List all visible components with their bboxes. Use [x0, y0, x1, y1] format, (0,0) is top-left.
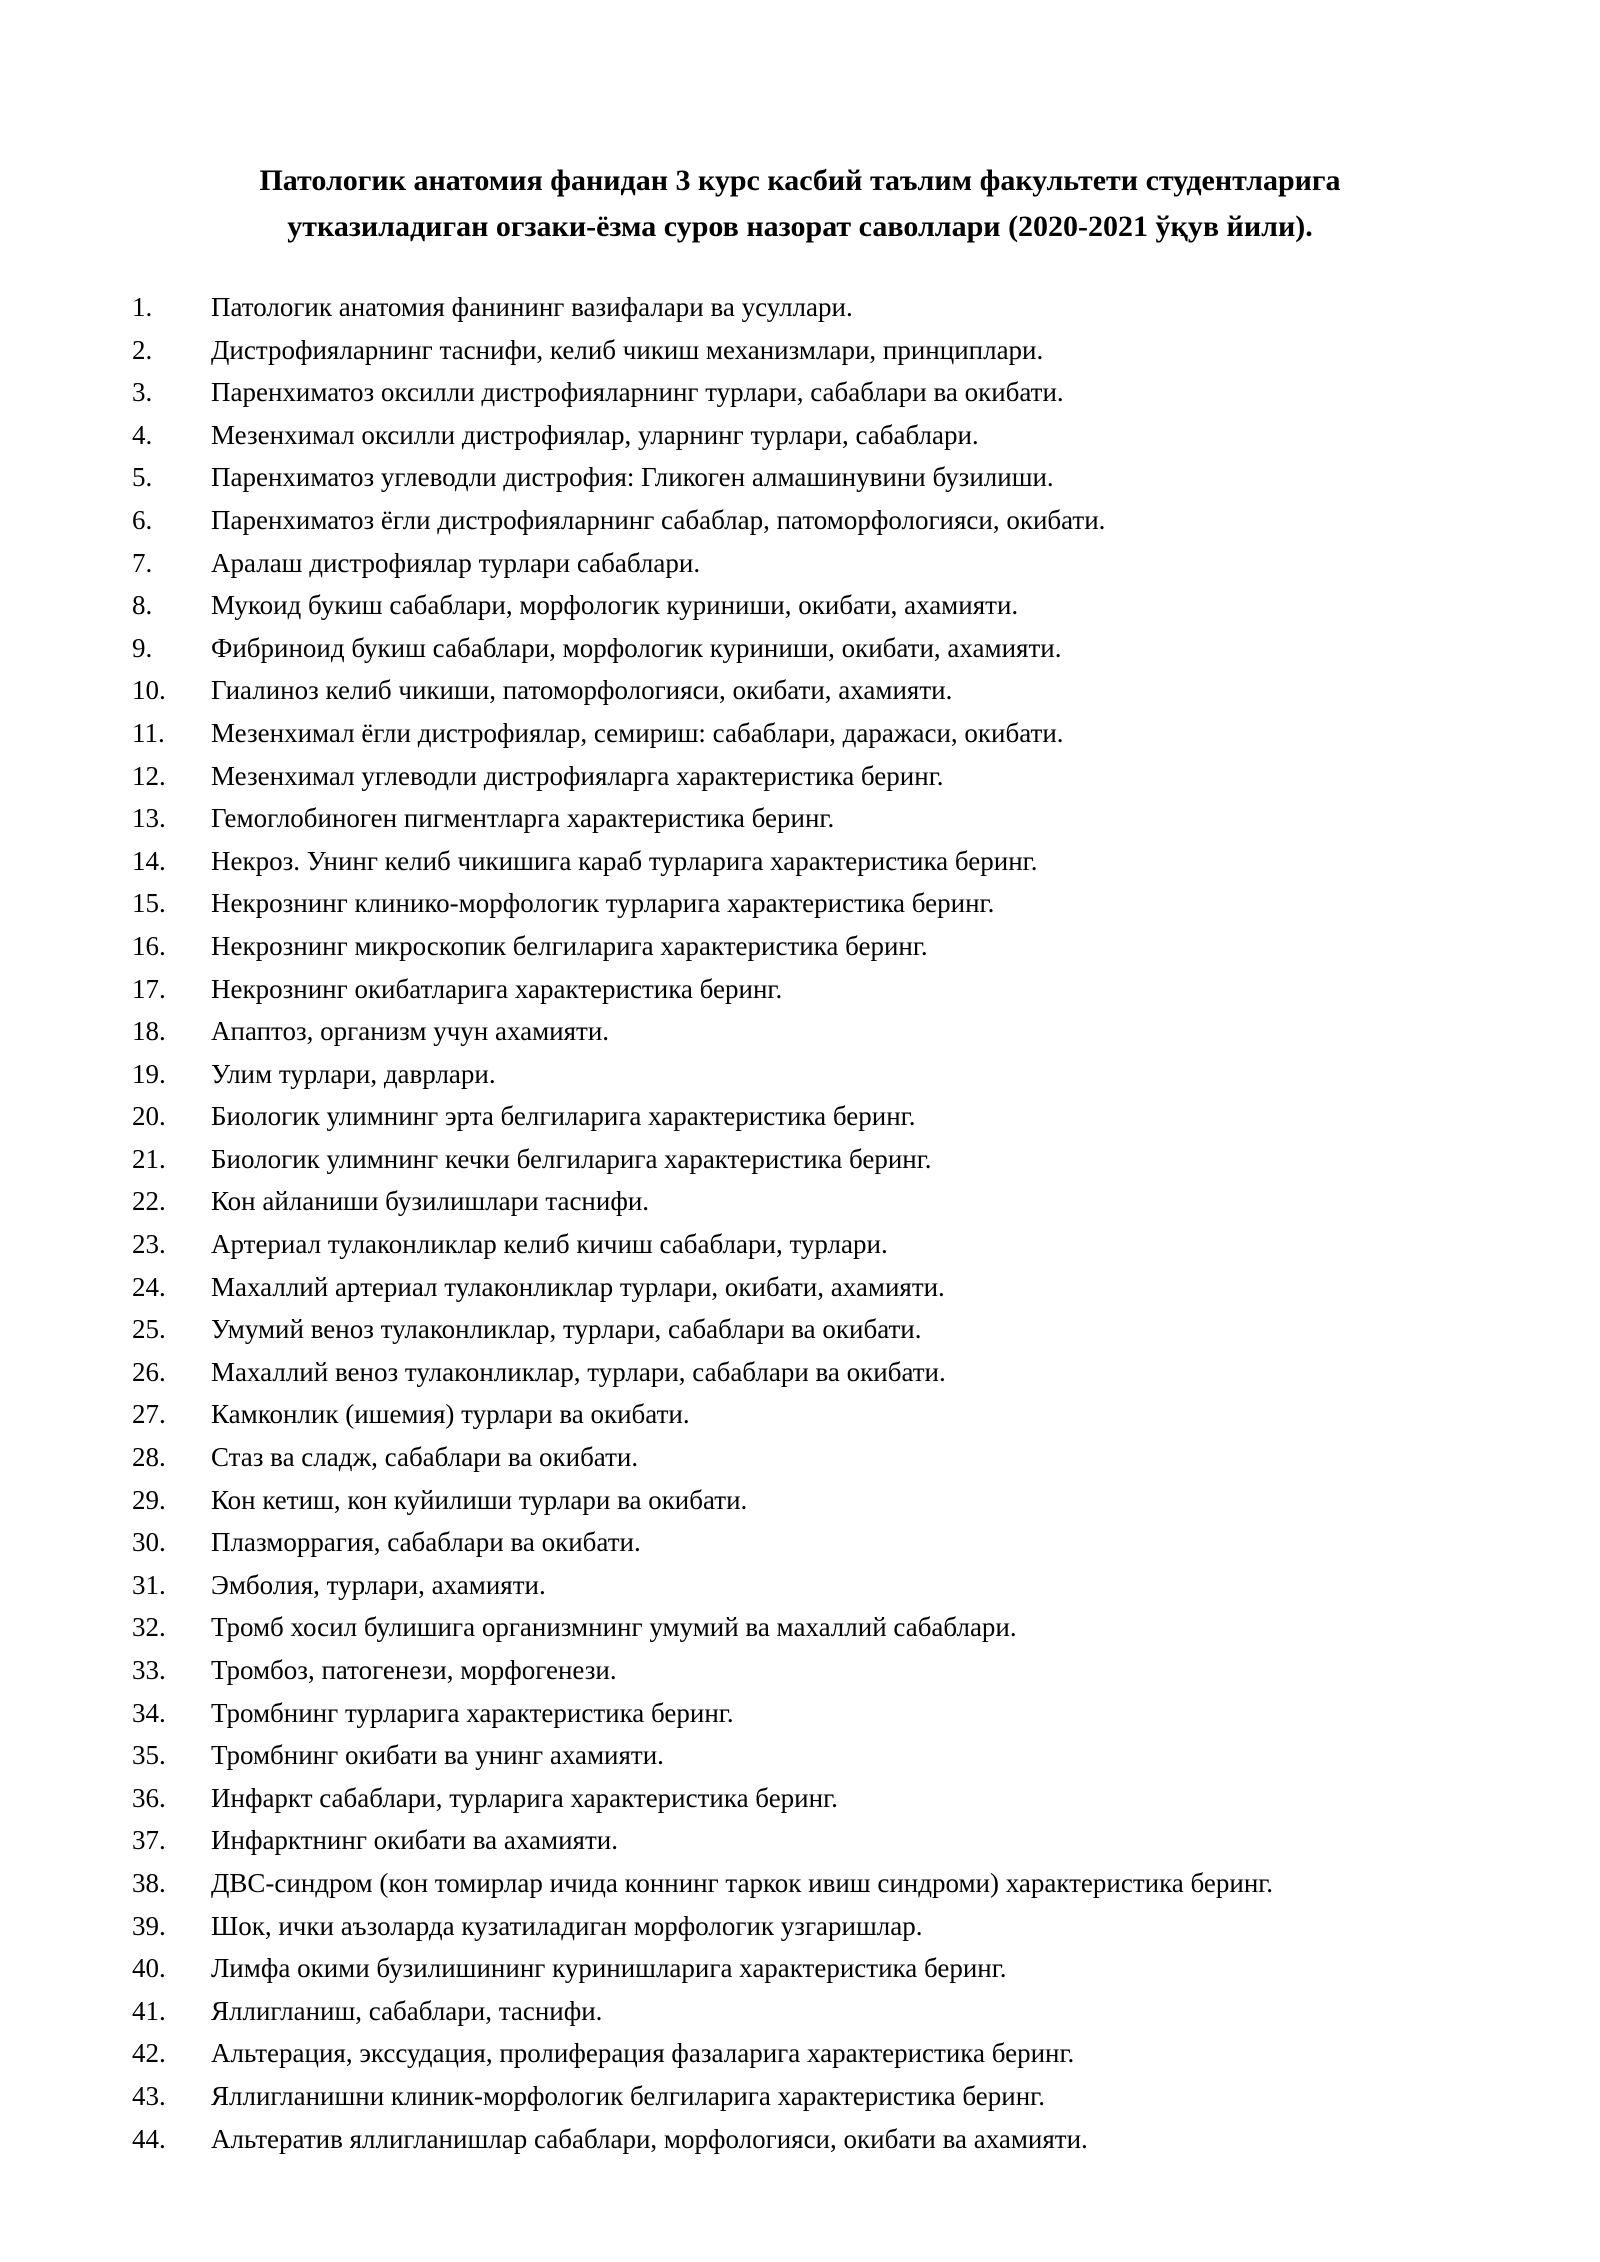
question-text: Улим турлари, даврлари. [211, 1058, 496, 1089]
question-number: 32. [132, 1612, 166, 1643]
question-text: Махаллий артериал тулаконликлар турлари, окибати, ахамияти. [211, 1271, 945, 1302]
question-number: 33. [132, 1655, 166, 1685]
list-item [0, 669, 1600, 712]
question-text: Паренхиматоз углеводли дистрофия: Гликоген алмашинувини бузилиши. [211, 462, 1054, 493]
question-text: Тромбнинг турларига характеристика беринг. [211, 1697, 734, 1728]
list-item [0, 1990, 1600, 2033]
list-item [0, 755, 1600, 798]
question-text: Фибриноид букиш сабаблари, морфологик куриниши, окибати, ахамияти. [211, 632, 1062, 663]
question-number: 27. [132, 1399, 166, 1430]
question-text: Мезенхимал углеводли дистрофияларга характеристика беринг. [211, 760, 944, 791]
list-item [0, 1266, 1600, 1309]
question-number: 2. [132, 334, 153, 365]
page-title [100, 158, 1500, 250]
list-item [0, 712, 1600, 755]
question-text: Гемоглобиноген пигментларга характеристика беринг. [211, 803, 835, 834]
list-item [0, 329, 1600, 372]
list-item [0, 542, 1600, 585]
question-text: Инфаркт сабаблари, турларига характеристика беринг. [211, 1782, 838, 1813]
list-item [0, 1692, 1600, 1735]
question-text: Альтерация, экссудация, пролиферация фазаларига характеристика беринг. [211, 2038, 1075, 2069]
question-text: Биологик улимнинг кечки белгиларига характеристика беринг. [211, 1143, 932, 1174]
question-text: Мукоид букиш сабаблари, морфологик куриниши, окибати, ахамияти. [211, 590, 1019, 621]
question-text: Некрознинг клинико-морфологик турларига характеристика беринг. [211, 888, 995, 919]
question-number: 24. [132, 1271, 166, 1302]
list-item [0, 797, 1600, 840]
question-text: Артериал тулаконликлар келиб кичиш сабаблари, турлари. [211, 1229, 888, 1260]
question-number: 12. [132, 760, 166, 791]
list-item [0, 925, 1600, 968]
question-number: 21. [132, 1143, 166, 1174]
list-item [0, 1862, 1600, 1905]
list-item [0, 1351, 1600, 1394]
question-number: 9. [132, 632, 153, 663]
question-text: Тромбоз, патогенези, морфогенези. [211, 1655, 617, 1685]
question-text: ДВС-синдром (кон томирлар ичида коннинг таркок ивиш синдроми) характеристика беринг. [211, 1867, 1274, 1898]
question-number: 28. [132, 1442, 166, 1473]
question-number: 42. [132, 2038, 166, 2069]
list-item [0, 840, 1600, 883]
list-item [0, 2075, 1600, 2118]
question-text: Тромбнинг окибати ва унинг ахамияти. [211, 1740, 664, 1771]
question-text: Шок, ички аъзоларда кузатиладиган морфологик узгаришлар. [211, 1910, 923, 1941]
list-item [0, 1393, 1600, 1436]
question-text: Биологик улимнинг эрта белгиларига характеристика беринг. [211, 1101, 916, 1132]
question-number: 43. [132, 2080, 166, 2111]
question-number: 26. [132, 1356, 166, 1387]
question-number: 34. [132, 1697, 166, 1728]
question-number: 17. [132, 973, 166, 1004]
question-number: 6. [132, 504, 153, 535]
question-text: Лимфа окими бузилишининг куринишларига характеристика беринг. [211, 1953, 1007, 1984]
question-text: Кон айланиши бузилишлари таснифи. [211, 1186, 650, 1217]
list-item [0, 1947, 1600, 1990]
question-text: Махаллий веноз тулаконликлар, турлари, сабаблари ва окибати. [211, 1356, 946, 1387]
question-number: 20. [132, 1101, 166, 1132]
question-text: Некроз. Унинг келиб чикишига караб турларига характеристика беринг. [211, 845, 1038, 876]
list-item [0, 2032, 1600, 2075]
question-text: Стаз ва сладж, сабаблари ва окибати. [211, 1442, 639, 1473]
list-item [0, 1180, 1600, 1223]
question-number: 7. [132, 547, 153, 578]
list-item [0, 1819, 1600, 1862]
question-number: 8. [132, 590, 153, 621]
question-number: 4. [132, 419, 153, 450]
question-number: 3. [132, 377, 153, 408]
list-item [0, 2118, 1600, 2161]
list-item [0, 1649, 1600, 1692]
list-item [0, 1053, 1600, 1096]
question-text: Дистрофияларнинг таснифи, келиб чикиш механизмлари, принциплари. [211, 334, 1044, 365]
list-item [0, 1734, 1600, 1777]
question-text: Мезенхимал оксилли дистрофиялар, уларнинг турлари, сабаблари. [211, 419, 979, 450]
question-number: 40. [132, 1953, 166, 1984]
question-text: Паренхиматоз ёгли дистрофияларнинг сабаблар, патоморфологияси, окибати. [211, 504, 1106, 535]
question-number: 37. [132, 1825, 166, 1856]
title-line-2: утказиладиган огзаки-ёзма суров назорат саволлари (2020-2021 ўқув йили). [287, 210, 1313, 243]
list-item [0, 1777, 1600, 1820]
question-text: Гиалиноз келиб чикиши, патоморфологияси, окибати, ахамияти. [211, 675, 953, 706]
list-item [0, 286, 1600, 329]
question-number: 13. [132, 803, 166, 834]
question-number: 29. [132, 1484, 166, 1515]
question-text: Паренхиматоз оксилли дистрофияларнинг турлари, сабаблари ва окибати. [211, 377, 1064, 408]
list-item [0, 371, 1600, 414]
question-text: Апаптоз, организм учун ахамияти. [211, 1016, 610, 1047]
question-number: 23. [132, 1229, 166, 1260]
question-text: Мезенхимал ёгли дистрофиялар, семириш: сабаблари, даражаси, окибати. [211, 717, 1064, 748]
list-item [0, 882, 1600, 925]
question-text: Аралаш дистрофиялар турлари сабаблари. [211, 547, 701, 578]
question-number: 18. [132, 1016, 166, 1047]
list-item [0, 627, 1600, 670]
question-number: 38. [132, 1867, 166, 1898]
question-number: 19. [132, 1058, 166, 1089]
question-text: Камконлик (ишемия) турлари ва окибати. [211, 1399, 690, 1430]
question-number: 15. [132, 888, 166, 919]
question-text: Плазморрагия, сабаблари ва окибати. [211, 1527, 641, 1558]
question-number: 30. [132, 1527, 166, 1558]
list-item [0, 1564, 1600, 1607]
question-text: Тромб хосил булишига организмнинг умумий ва махаллий сабаблари. [211, 1612, 1017, 1643]
question-text: Эмболия, турлари, ахамияти. [211, 1569, 546, 1600]
question-number: 10. [132, 675, 166, 706]
title-line-1: Патологик анатомия фанидан 3 курс касбий таълим факультети студентларига [259, 164, 1341, 197]
question-number: 22. [132, 1186, 166, 1217]
question-text: Яллигланишни клиник-морфологик белгиларига характеристика беринг. [211, 2080, 1045, 2111]
question-number: 41. [132, 1995, 166, 2026]
question-number: 14. [132, 845, 166, 876]
list-item [0, 1606, 1600, 1649]
list-item [0, 1010, 1600, 1053]
list-item [0, 1308, 1600, 1351]
question-number: 25. [132, 1314, 166, 1345]
list-item [0, 1138, 1600, 1181]
question-text: Яллигланиш, сабаблари, таснифи. [211, 1995, 603, 2026]
question-list [0, 286, 1600, 2160]
question-text: Альтератив яллигланишлар сабаблари, морфологияси, окибати ва ахамияти. [211, 2123, 1088, 2154]
question-number: 44. [132, 2123, 166, 2154]
question-text: Патологик анатомия фанининг вазифалари ва усуллари. [211, 292, 853, 322]
question-number: 36. [132, 1782, 166, 1813]
question-text: Некрознинг микроскопик белгиларига характеристика беринг. [211, 930, 928, 961]
list-item [0, 1521, 1600, 1564]
list-item [0, 1479, 1600, 1522]
list-item [0, 499, 1600, 542]
question-number: 39. [132, 1910, 166, 1941]
question-number: 11. [132, 717, 165, 748]
question-text: Кон кетиш, кон куйилиши турлари ва окибати. [211, 1484, 748, 1515]
list-item [0, 968, 1600, 1011]
question-number: 1. [132, 292, 153, 322]
question-number: 31. [132, 1569, 166, 1600]
question-text: Некрознинг окибатларига характеристика беринг. [211, 973, 783, 1004]
list-item [0, 584, 1600, 627]
list-item [0, 1223, 1600, 1266]
list-item [0, 1905, 1600, 1948]
question-text: Инфарктнинг окибати ва ахамияти. [211, 1825, 618, 1856]
list-item [0, 1095, 1600, 1138]
question-number: 35. [132, 1740, 166, 1771]
question-text: Умумий веноз тулаконликлар, турлари, сабаблари ва окибати. [211, 1314, 922, 1345]
question-number: 5. [132, 462, 153, 493]
list-item [0, 414, 1600, 457]
question-number: 16. [132, 930, 166, 961]
list-item [0, 456, 1600, 499]
list-item [0, 1436, 1600, 1479]
